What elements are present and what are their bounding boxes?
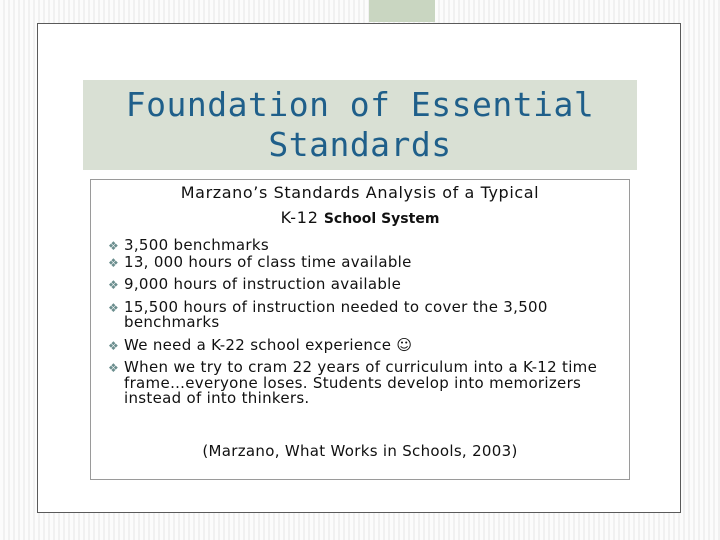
- accent-tab: [369, 0, 435, 22]
- list-item: [91, 277, 629, 293]
- subtitle-part-1: Marzano’s Standards Analysis of a Typical: [180, 183, 540, 202]
- bullet-text: When we try to cram 22 years of curriculum into a K-12 time frame…everyone loses. Students develop into memorizers instead of into thinkers.: [124, 358, 598, 407]
- list-item: [91, 360, 629, 407]
- diamond-bullet-icon: ❖: [108, 239, 119, 253]
- list-item: [91, 297, 629, 331]
- bullet-list: [91, 238, 629, 414]
- title-band: [83, 80, 637, 170]
- citation: (Marzano, What Works in Schools, 2003): [202, 442, 518, 460]
- diamond-bullet-icon: ❖: [108, 278, 119, 292]
- diamond-bullet-icon: ❖: [108, 338, 119, 353]
- list-item: [91, 238, 629, 254]
- content-box: [90, 179, 630, 480]
- bullet-text: 13, 000 hours of class time available: [124, 252, 412, 271]
- bullet-text: 9,000 hours of instruction available: [124, 275, 402, 293]
- bullet-text: 3,500 benchmarks: [124, 236, 269, 254]
- subtitle-part-2: K-12: [280, 208, 319, 227]
- subtitle-part-3: School System: [323, 211, 440, 227]
- bullet-text: We need a K-22 school experience ☺: [124, 335, 413, 354]
- list-item: [91, 335, 629, 354]
- title-line-1: Foundation of Essential: [125, 85, 595, 124]
- slide-title: [126, 85, 594, 165]
- list-item: [91, 252, 629, 271]
- title-line-2: Standards: [268, 125, 452, 164]
- diamond-bullet-icon: ❖: [108, 300, 119, 315]
- subtitle: [91, 180, 629, 232]
- bullet-text: 15,500 hours of instruction needed to cover the 3,500 benchmarks: [124, 297, 548, 331]
- diamond-bullet-icon: ❖: [108, 255, 119, 270]
- diamond-bullet-icon: ❖: [108, 361, 119, 375]
